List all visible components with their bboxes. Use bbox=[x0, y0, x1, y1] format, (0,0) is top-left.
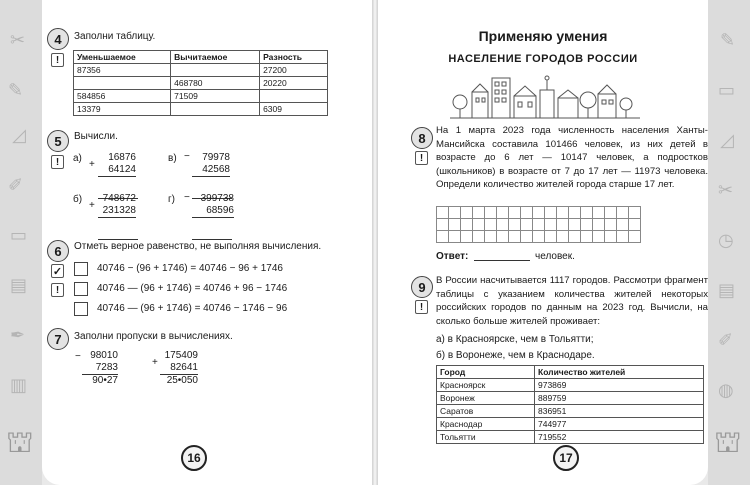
left-margin-doodles bbox=[0, 0, 42, 485]
page-number-left: 16 bbox=[181, 445, 207, 471]
table-cell[interactable]: 20220 bbox=[260, 77, 328, 90]
equation-3: 40746 — (96 + 1746) = 40746 − 1746 − 96 bbox=[97, 303, 288, 314]
task5-g-column bbox=[192, 193, 234, 240]
bottom-number: 42568 bbox=[192, 164, 230, 177]
clock-icon: ◷ bbox=[718, 230, 734, 251]
header-city: Город bbox=[437, 366, 535, 379]
task8-text: На 1 марта 2023 года численность населения Ханты-Мансийска составила 101466 человек, из них детей в возрасте до 6 лет — 10147 человек, а подростков (школьников) в возрасте от 7 до 17 лет — 11973 человека. Определи количество жителей города старше 17 лет. bbox=[436, 125, 708, 190]
header-difference: Разность bbox=[260, 51, 328, 64]
bottom-number: 64124 bbox=[98, 164, 136, 177]
table-row bbox=[74, 64, 328, 77]
equation-2: 40746 — (96 + 1746) = 40746 + 96 − 1746 bbox=[97, 283, 288, 294]
important-icon: ! bbox=[51, 155, 64, 169]
equation-checkbox-3[interactable] bbox=[74, 302, 88, 316]
checkmark-icon: ✓ bbox=[52, 265, 63, 278]
city-skyline-illustration bbox=[450, 70, 640, 120]
task9-text: В России насчитывается 1117 городов. Рассмотри фрагмент таблицы с указанием количества жителей некоторых российских городов по данным на 2023 год. Вычисли, на сколько больше жителей проживает: bbox=[436, 275, 708, 327]
task-number-9: 9 bbox=[411, 276, 433, 298]
notebook-icon: ▤ bbox=[718, 280, 736, 301]
task-number-6: 6 bbox=[47, 240, 69, 262]
backpack-icon: ⛫ bbox=[714, 425, 742, 460]
task5-a-label: а) bbox=[73, 153, 82, 164]
task5-v-label: в) bbox=[168, 153, 177, 164]
header-minuend: Уменьшаемое bbox=[74, 51, 171, 64]
bottom-number: 7283 bbox=[82, 362, 118, 375]
table-header-row bbox=[74, 51, 328, 64]
table-cell[interactable]: 468780 bbox=[171, 77, 260, 90]
task5-v-column bbox=[192, 152, 230, 199]
ruler-icon: ▭ bbox=[10, 225, 28, 246]
population-cell: 836951 bbox=[535, 405, 704, 418]
task-number-4: 4 bbox=[47, 28, 69, 50]
task5-b-label: б) bbox=[73, 194, 83, 205]
answer-line[interactable] bbox=[192, 230, 232, 240]
task7-a-column bbox=[82, 350, 118, 387]
important-icon: ! bbox=[51, 283, 64, 297]
top-number: 79978 bbox=[202, 152, 230, 163]
task5-g-label: г) bbox=[168, 194, 175, 205]
book-spine bbox=[372, 0, 378, 485]
answer-unit: человек. bbox=[535, 251, 575, 262]
section-heading: Применяю умения bbox=[478, 28, 608, 44]
table-cell[interactable]: 584856 bbox=[74, 90, 171, 103]
task5-a-column bbox=[98, 152, 136, 199]
task9-item-b: б) в Воронеже, чем в Краснодаре. bbox=[436, 350, 595, 361]
table-row bbox=[437, 379, 704, 392]
important-icon: ! bbox=[415, 300, 428, 314]
task5-b-column bbox=[98, 193, 136, 240]
plus-sign: + bbox=[152, 357, 158, 368]
brush-icon: ✐ bbox=[718, 330, 734, 351]
pen-icon: ✒ bbox=[10, 325, 26, 346]
page-number-right: 17 bbox=[553, 445, 579, 471]
task9-item-a: а) в Красноярске, чем в Тольятти; bbox=[436, 334, 594, 345]
minus-sign: − bbox=[184, 192, 190, 203]
bottom-number: 68596 bbox=[192, 205, 234, 218]
task-number-8: 8 bbox=[411, 127, 433, 149]
city-cell: Воронеж bbox=[437, 392, 535, 405]
answer-label: Ответ: bbox=[436, 251, 469, 262]
city-cell: Краснодар bbox=[437, 418, 535, 431]
important-icon: ! bbox=[415, 151, 428, 165]
brush-icon: ✐ bbox=[8, 175, 24, 196]
table-row bbox=[437, 405, 704, 418]
answer-input-line[interactable] bbox=[474, 260, 530, 261]
city-cell: Красноярск bbox=[437, 379, 535, 392]
task7-b-column bbox=[160, 350, 198, 387]
top-number: 98010 bbox=[90, 350, 118, 361]
plus-sign: + bbox=[89, 200, 95, 211]
pencil-icon: ✎ bbox=[720, 30, 736, 51]
table-cell[interactable]: 27200 bbox=[260, 64, 328, 77]
table-row bbox=[437, 431, 704, 444]
table-row bbox=[437, 392, 704, 405]
result-with-gaps[interactable]: 90•27 bbox=[92, 375, 118, 386]
table-cell[interactable] bbox=[74, 77, 171, 90]
task4-instruction: Заполни таблицу. bbox=[74, 31, 156, 42]
top-number: 748672 bbox=[102, 193, 136, 204]
scissors-icon: ✂ bbox=[718, 180, 734, 201]
table-cell[interactable]: 13379 bbox=[74, 103, 171, 116]
section-subheading: НАСЕЛЕНИЕ ГОРОДОВ РОССИИ bbox=[448, 53, 638, 65]
ruler-icon: ▭ bbox=[718, 80, 736, 101]
table-cell[interactable] bbox=[260, 90, 328, 103]
table-row bbox=[74, 77, 328, 90]
answer-grid[interactable] bbox=[436, 206, 641, 243]
minus-sign: − bbox=[75, 351, 81, 362]
top-number: 399738 bbox=[200, 193, 234, 204]
globe-icon: ◍ bbox=[718, 380, 734, 401]
city-cell: Саратов bbox=[437, 405, 535, 418]
table-cell[interactable]: 87356 bbox=[74, 64, 171, 77]
table-row bbox=[74, 103, 328, 116]
table-cell[interactable]: 6309 bbox=[260, 103, 328, 116]
task5-instruction: Вычисли. bbox=[74, 131, 118, 142]
city-cell: Тольятти bbox=[437, 431, 535, 444]
population-cell: 973869 bbox=[535, 379, 704, 392]
pencil-icon: ✎ bbox=[8, 80, 24, 101]
top-number: 175409 bbox=[164, 350, 198, 361]
table-cell[interactable] bbox=[171, 103, 260, 116]
bottom-number: 231328 bbox=[98, 205, 136, 218]
task6-instruction: Отметь верное равенство, не выполняя вычисления. bbox=[74, 241, 322, 252]
triangle-ruler-icon: ◿ bbox=[720, 130, 734, 151]
population-cell: 744977 bbox=[535, 418, 704, 431]
minus-sign: − bbox=[184, 151, 190, 162]
equation-checkbox-1[interactable] bbox=[74, 262, 88, 276]
header-subtrahend: Вычитаемое bbox=[171, 51, 260, 64]
table-cell[interactable]: 71509 bbox=[171, 90, 260, 103]
bottom-number: 82641 bbox=[160, 362, 198, 375]
result-with-gaps[interactable]: 25•050 bbox=[166, 375, 198, 386]
task-number-7: 7 bbox=[47, 328, 69, 350]
important-icon: ! bbox=[51, 53, 64, 67]
book-icon: ▥ bbox=[10, 375, 28, 396]
cities-population-table bbox=[436, 365, 704, 444]
task-number-5: 5 bbox=[47, 130, 69, 152]
equation-checkbox-2[interactable] bbox=[74, 282, 88, 296]
table-header-row bbox=[437, 366, 704, 379]
equation-1: 40746 − (96 + 1746) = 40746 − 96 + 1746 bbox=[97, 263, 283, 274]
header-population: Количество жителей bbox=[535, 366, 704, 379]
plus-sign: + bbox=[89, 159, 95, 170]
table-row bbox=[74, 90, 328, 103]
notebook-icon: ▤ bbox=[10, 275, 28, 296]
population-cell: 889759 bbox=[535, 392, 704, 405]
population-cell: 719552 bbox=[535, 431, 704, 444]
top-number: 16876 bbox=[108, 152, 136, 163]
task7-instruction: Заполни пропуски в вычислениях. bbox=[74, 331, 233, 342]
backpack-icon: ⛫ bbox=[6, 425, 34, 460]
answer-line[interactable] bbox=[98, 230, 138, 240]
right-margin-doodles bbox=[708, 0, 750, 485]
scissors-icon: ✂ bbox=[10, 30, 26, 51]
table-row bbox=[437, 418, 704, 431]
task4-table bbox=[73, 50, 328, 116]
table-cell[interactable] bbox=[171, 64, 260, 77]
triangle-ruler-icon: ◿ bbox=[12, 125, 26, 146]
